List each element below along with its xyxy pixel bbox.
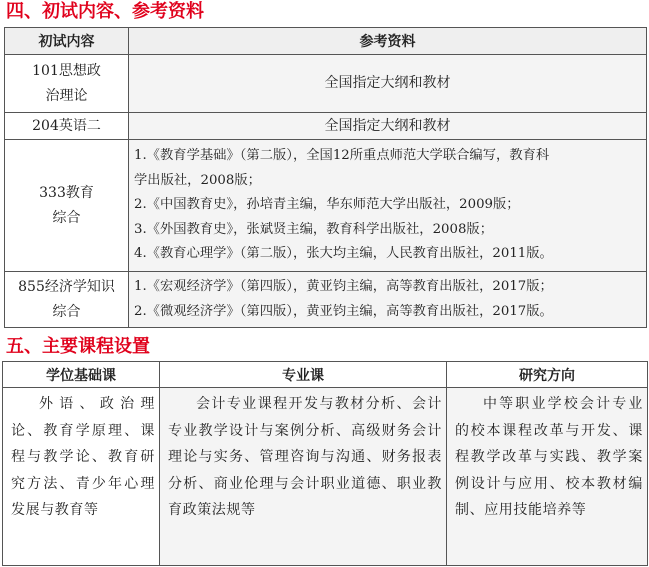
reference-line: 2.《微观经济学》（第四版），黄亚钧主编，高等教育出版社，2017版。	[134, 303, 553, 319]
column-header-research-direction: 研究方向	[447, 362, 648, 388]
table-row	[5, 272, 647, 328]
subject-cell	[5, 140, 129, 272]
course-text: 会计专业课程开发与教材分析、会计专业教学设计与案例分析、高级财务会计理论与实务、管理咨询与沟通、财务报表分析、商业伦理与会计职业道德、职业教育政策法规等	[168, 396, 442, 518]
subject-cell	[5, 272, 129, 328]
subject-line: 855经济学知识	[18, 278, 115, 295]
column-header-major-courses: 专业课	[160, 362, 447, 388]
reference-cell	[129, 140, 647, 272]
reference-cell	[129, 272, 647, 328]
reference-cell: 全国指定大纲和教材	[129, 113, 647, 140]
course-text: 外语、政治理论、教育学原理、课程与教学论、教育研究方法、青少年心理发展与教育等	[11, 396, 155, 518]
subject-line: 综合	[52, 209, 81, 226]
reference-line: 4.《教育心理学》（第二版），张大均主编，人民教育出版社，2011版。	[134, 246, 553, 262]
reference-line: 1.《宏观经济学》（第四版），黄亚钧主编，高等教育出版社，2017版；	[134, 278, 553, 294]
reference-line: 3.《外国教育史》，张斌贤主编，教育科学出版社，2008版；	[134, 221, 494, 237]
table-header-row	[3, 362, 648, 388]
reference-line: 1.《教育学基础》（第二版），全国12所重点师范大学联合编写，教育科	[134, 148, 550, 164]
course-table	[2, 361, 648, 566]
subject-line: 333教育	[39, 184, 94, 201]
reference-cell: 全国指定大纲和教材	[129, 55, 647, 113]
table-header-row	[5, 28, 647, 55]
table-row	[3, 388, 648, 566]
exam-content-table	[4, 27, 647, 328]
subject-cell: 204英语二	[5, 113, 129, 140]
subject-cell	[5, 55, 129, 113]
table-row	[5, 113, 647, 140]
course-cell-degree-basic	[3, 388, 160, 566]
column-header-exam-content: 初试内容	[5, 28, 129, 55]
subject-line: 101思想政	[32, 62, 101, 79]
section-heading-exam-content: 四、初试内容、参考资料	[6, 1, 204, 22]
table-row	[5, 55, 647, 113]
column-header-degree-basic-courses: 学位基础课	[3, 362, 160, 388]
course-text: 中等职业学校会计专业的校本课程改革与开发、课程教学改革与实践、教学案例设计与应用、校本教材编制、应用技能培养等	[455, 396, 643, 518]
reference-line: 学出版社，2008版；	[134, 172, 261, 188]
course-cell-research-direction	[447, 388, 648, 566]
column-header-references: 参考资料	[129, 28, 647, 55]
table-row	[5, 140, 647, 272]
reference-line: 2.《中国教育史》，孙培青主编，华东师范大学出版社，2009版；	[134, 197, 520, 213]
section-heading-courses: 五、主要课程设置	[6, 336, 150, 357]
subject-line: 综合	[52, 303, 81, 320]
subject-line: 治理论	[45, 87, 88, 104]
course-cell-major	[160, 388, 447, 566]
